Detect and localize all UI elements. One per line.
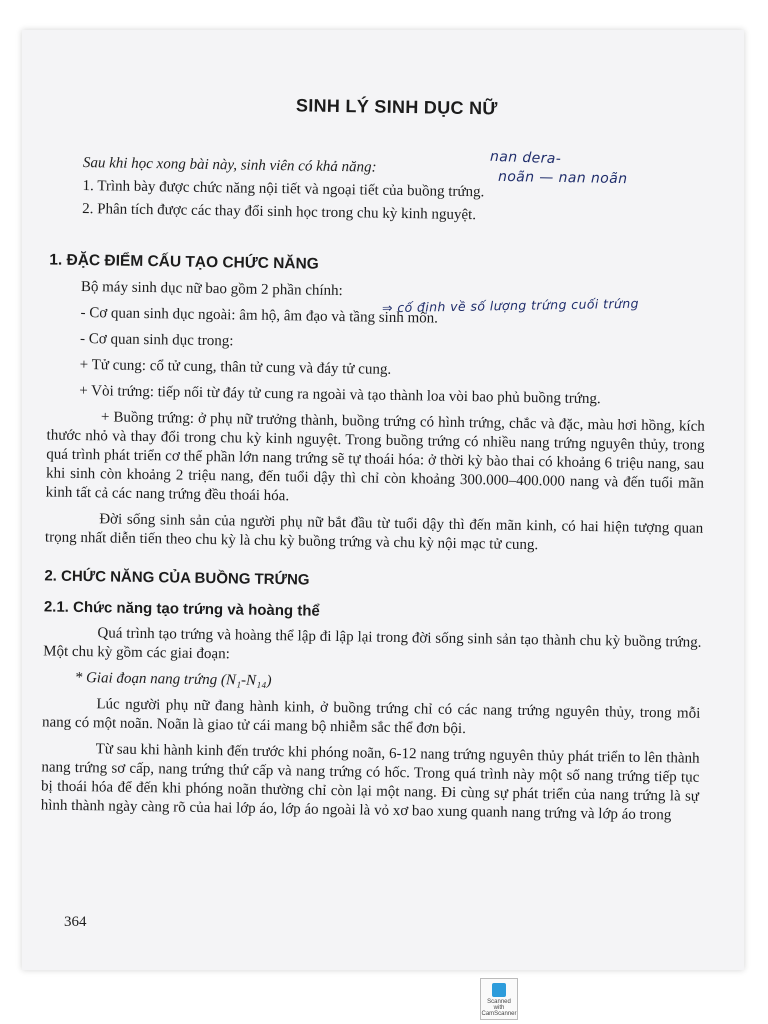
paragraph: Đời sống sinh sản của người phụ nữ bắt đầu từ tuổi dậy thì đến mãn kinh, có hai hiện tượng quan trọng nhất diễn tiến theo chu kỳ là chu kỳ buồng trứng và chu kỳ nội mạc tử cung. xyxy=(44,511,704,554)
objectives-intro: Sau khi học xong bài này, sinh viên có khả năng: xyxy=(82,154,377,176)
section-heading: 2. CHỨC NĂNG CỦA BUỒNG TRỨNG xyxy=(44,567,310,589)
page-number: 364 xyxy=(64,914,87,930)
list-item: - Cơ quan sinh dục trong: xyxy=(79,330,234,350)
scanner-badge xyxy=(480,978,518,1020)
list-item: + Tử cung: cổ tử cung, thân tử cung và đáy tử cung. xyxy=(79,356,392,378)
paragraph: Bộ máy sinh dục nữ bao gồm 2 phần chính: xyxy=(80,278,343,300)
scanner-badge-line: Scanned with xyxy=(487,999,511,1011)
handwritten-note: ⇒ cố định về số lượng trứng cuối trứng xyxy=(381,295,640,316)
document-page xyxy=(22,30,744,970)
sub-section-heading: 2.1. Chức năng tạo trứng và hoàng thể xyxy=(43,598,320,620)
paragraph: + Buồng trứng: ở phụ nữ trưởng thành, buồng trứng có hình trứng, chắc và đặc, màu hơi hồng, kích thước nhỏ và thay đổi trong chu kỳ kinh nguyệt. Trong buồng trứng có nhiều nang trứng nguyên thủy, trong quá trình phát triển cơ thể phần lớn nang trứng sẽ tự thoái hóa: ở thời kỳ bào thai có khoảng 6 triệu nang, sau khi sinh còn khoảng 2 triệu nang, đến tuổi dậy thì chỉ còn khoảng 300.000–400.000 nang và đến tuổi mãn kinh tất cả các nang trứng đều thoái hóa. xyxy=(45,409,705,505)
paragraph: Từ sau khi hành kinh đến trước khi phóng noãn, 6-12 nang trứng nguyên thủy phát triển to lên thành nang trứng sơ cấp, nang trứng thứ cấp và nang trứng có hốc. Trong quá trình này một số nang trứng tiếp tục bị thoái hóa để đến khi phóng noãn thường chỉ còn lại một nang. Đi cùng sự phát triển của nang trứng là sự hình thành ngày càng rõ của hai lớp áo, lớp áo ngoài là vỏ xơ bao xung quanh nang trứng và lớp áo trong xyxy=(40,741,700,824)
list-item: + Vòi trứng: tiếp nối từ đáy tử cung ra ngoài và tạo thành loa vòi bao phủ buồng trứng. xyxy=(79,382,601,408)
objective-item: 2. Phân tích được các thay đổi sinh học trong chu kỳ kinh nguyệt. xyxy=(82,200,477,224)
handwritten-note: noãn — nan noãn xyxy=(497,168,628,188)
objective-item: 1. Trình bày được chức năng nội tiết và ngoại tiết của buồng trứng. xyxy=(82,177,485,201)
list-item: - Cơ quan sinh dục ngoài: âm hộ, âm đạo và tầng sinh môn. xyxy=(80,304,439,327)
handwritten-note: nan dera- xyxy=(489,148,562,168)
paragraph: Lúc người phụ nữ đang hành kinh, ở buồng trứng chỉ có các nang trứng nguyên thủy, trong mỗi nang có một noãn. Noãn là giao tử cái mang bộ nhiễm sắc thể đơn bội. xyxy=(41,696,701,738)
section-heading: 1. ĐẶC ĐIỂM CẤU TẠO CHỨC NĂNG xyxy=(49,251,319,273)
page-title: SINH LÝ SINH DỤC NỮ xyxy=(295,95,498,119)
stage-heading: * Giai đoạn nang trứng (N₁-N₁₄) xyxy=(74,669,272,690)
scanner-badge-line: CamScanner xyxy=(481,1011,517,1017)
paragraph: Quá trình tạo trứng và hoàng thể lập đi lập lại trong đời sống sinh sản tạo thành chu kỳ buồng trứng. Một chu kỳ gồm các giai đoạn: xyxy=(43,625,702,663)
page-content xyxy=(40,92,710,833)
camscanner-logo-icon xyxy=(492,983,506,997)
